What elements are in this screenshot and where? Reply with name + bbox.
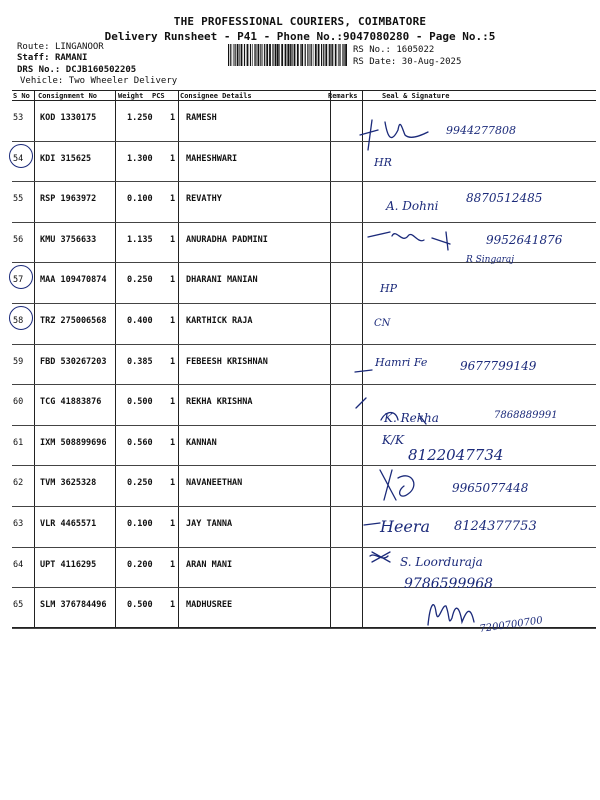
col-header-consignment: Consignment No <box>38 92 98 100</box>
cell-weight: 0.500 <box>127 600 153 611</box>
cell-sno: 60 <box>13 397 24 408</box>
cell-weight: 0.200 <box>127 559 153 570</box>
cell-consignment-no: TRZ 275006568 <box>40 316 107 326</box>
cell-consignee: REVATHY <box>186 194 222 205</box>
cell-pcs: 1 <box>170 275 176 286</box>
route-label: Route: <box>17 42 50 52</box>
drs-value: DCJB160502205 <box>65 65 137 75</box>
cell-pcs: 1 <box>170 478 176 489</box>
cell-consignee: ARAN MANI <box>186 559 233 570</box>
cell-consignee: KANNAN <box>186 437 217 448</box>
col-header-consignee: Consignee Details <box>180 92 252 100</box>
rs-no-label: RS No.: <box>353 45 391 55</box>
cell-weight: 0.560 <box>127 437 153 448</box>
cell-sno: 56 <box>13 234 24 245</box>
handwritten-phone: 7200700700 <box>478 615 544 635</box>
route-value: LINGANOOR <box>54 42 104 52</box>
cell-pcs: 1 <box>170 600 176 611</box>
vehicle-label: Vehicle: <box>20 76 64 86</box>
cell-weight: 0.400 <box>127 316 153 326</box>
signature-scribble <box>368 232 450 250</box>
cell-weight: 0.100 <box>127 194 153 205</box>
cell-pcs: 1 <box>170 153 176 164</box>
handwritten-note: HR <box>374 156 392 169</box>
cell-consignee: DHARANI MANIAN <box>186 275 258 286</box>
vehicle-value: Two Wheeler Delivery <box>68 76 178 86</box>
cell-pcs: 1 <box>170 234 176 245</box>
col-header-weight: Weight <box>118 92 144 100</box>
cell-pcs: 1 <box>170 437 176 448</box>
col-header-signature: Seal & Signature <box>382 92 450 100</box>
cell-consignee: MADHUSREE <box>186 600 233 611</box>
handwritten-phone: 8870512485 <box>466 191 543 205</box>
cell-weight: 1.300 <box>127 153 153 164</box>
cell-pcs: 1 <box>170 316 176 326</box>
cell-sno: 57 <box>13 275 24 286</box>
cell-weight: 1.135 <box>127 234 153 245</box>
cell-consignment-no: IXM 508899696 <box>40 437 107 448</box>
handwritten-name: A. Dohni <box>386 199 439 213</box>
cell-consignment-no: TCG 41883876 <box>40 397 102 408</box>
signature-scribble <box>428 605 474 625</box>
handwritten-name: Hamri Fe <box>375 356 428 369</box>
cell-pcs: 1 <box>170 113 176 123</box>
handwritten-phone: 9786599968 <box>404 576 494 592</box>
cell-consignee: FEBEESH KRISHNAN <box>186 356 268 367</box>
cell-sno: 54 <box>13 153 24 164</box>
handwritten-phone: 9952641876 <box>486 233 563 247</box>
cell-weight: 1.250 <box>127 113 153 123</box>
cell-consignment-no: UPT 4116295 <box>40 559 97 570</box>
cell-sno: 58 <box>13 316 24 326</box>
cell-sno: 61 <box>13 437 24 448</box>
cell-consignment-no: KDI 315625 <box>40 153 92 164</box>
col-header-remarks: Remarks <box>328 92 358 100</box>
rs-date-value: 30-Aug-2025 <box>401 57 462 67</box>
col-header-pcs: PCS <box>152 92 165 100</box>
rs-no-value: 1605022 <box>396 45 435 55</box>
cell-consignee: REKHA KRISHNA <box>186 397 253 408</box>
cell-pcs: 1 <box>170 356 176 367</box>
signature-scribble <box>360 120 428 150</box>
handwritten-phone: 9677799149 <box>460 359 537 373</box>
signature-scribble <box>380 470 414 500</box>
cell-weight: 0.500 <box>127 397 153 408</box>
cell-consignment-no: SLM 376784496 <box>40 600 107 611</box>
handwritten-phone: 9944277808 <box>446 124 516 137</box>
cell-sno: 59 <box>13 356 24 367</box>
cell-sno: 55 <box>13 194 24 205</box>
cell-sno: 62 <box>13 478 24 489</box>
cell-pcs: 1 <box>170 397 176 408</box>
handwritten-note: CN <box>374 318 391 329</box>
cell-sno: 63 <box>13 519 24 529</box>
cell-pcs: 1 <box>170 194 176 205</box>
handwritten-name: K. Rekha <box>384 411 439 425</box>
cell-consignee: ANURADHA PADMINI <box>186 234 268 245</box>
cell-weight: 0.250 <box>127 275 153 286</box>
handwritten-phone: 9965077448 <box>452 481 529 495</box>
cell-consignee: RAMESH <box>186 113 217 123</box>
cell-consignee: NAVANEETHAN <box>186 478 243 489</box>
cell-weight: 0.100 <box>127 519 153 529</box>
cell-pcs: 1 <box>170 519 176 529</box>
cell-consignee: JAY TANNA <box>186 519 233 529</box>
cell-weight: 0.250 <box>127 478 153 489</box>
handwritten-note: K/K <box>382 433 404 447</box>
cell-consignment-no: MAA 109470874 <box>40 275 107 286</box>
signature-scribble <box>364 523 380 525</box>
company-name: THE PROFESSIONAL COURIERS, COIMBATORE <box>173 15 427 28</box>
handwritten-phone: 7868889991 <box>494 410 558 421</box>
handwritten-phone: 8124377753 <box>454 519 537 534</box>
staff-value: RAMANI <box>54 53 88 63</box>
cell-consignment-no: FBD 530267203 <box>40 356 107 367</box>
cell-consignment-no: RSP 1963972 <box>40 194 97 205</box>
signature-scribble <box>370 552 390 562</box>
rs-date-label: RS Date: <box>353 57 397 67</box>
cell-weight: 0.385 <box>127 356 153 367</box>
cell-consignee: KARTHICK RAJA <box>186 316 253 326</box>
cell-consignment-no: KMU 3756633 <box>40 234 97 245</box>
handwritten-name: Heera <box>380 517 431 536</box>
cell-sno: 65 <box>13 600 24 611</box>
handwritten-name: R Singaraj <box>466 255 515 265</box>
signature-scribble <box>355 370 372 372</box>
cell-consignee: MAHESHWARI <box>186 153 238 164</box>
col-header-sno: S No <box>13 92 30 100</box>
cell-consignment-no: VLR 4465571 <box>40 519 97 529</box>
drs-label: DRS No.: <box>17 65 61 75</box>
handwritten-phone: 8122047734 <box>408 446 504 464</box>
cell-sno: 64 <box>13 559 24 570</box>
staff-label: Staff: <box>17 53 50 63</box>
handwritten-note: HP <box>380 282 397 295</box>
handwritten-name: S. Loorduraja <box>400 555 483 569</box>
cell-pcs: 1 <box>170 559 176 570</box>
cell-sno: 53 <box>13 113 24 123</box>
cell-consignment-no: KOD 1330175 <box>40 113 97 123</box>
cell-consignment-no: TVM 3625328 <box>40 478 97 489</box>
runsheet-title: Delivery Runsheet - P41 - Phone No.:9047080280 - Page No.:5 <box>104 30 496 43</box>
